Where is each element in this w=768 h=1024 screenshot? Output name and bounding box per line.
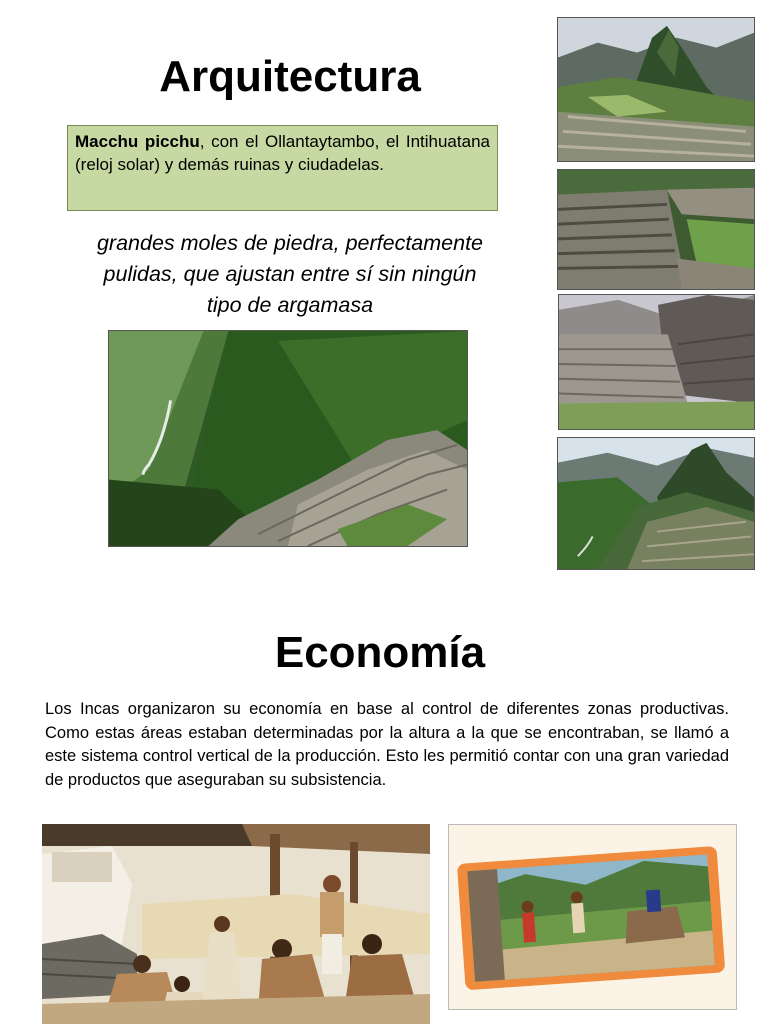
caption-line: tipo de argamasa [206,293,374,317]
caption-line: grandes moles de piedra, perfectamente [96,231,484,255]
macchu-picchu-label: Macchu picchu [75,132,200,151]
mountain-citadel-photo [557,437,755,570]
caption-line: pulidas, que ajustan entre sí sin ningún [103,262,477,286]
macchu-picchu-text: , con el Ollantaytambo, el Intihuatana (reloj solar) y demás ruinas y ciudadelas. [75,132,490,174]
inca-travellers-card [448,824,737,1010]
machu-picchu-photo [557,17,755,162]
terraces-photo [557,169,755,290]
section-title-economia: Economía [274,628,486,677]
stone-walls-photo [558,294,755,430]
macchu-picchu-box [67,125,498,211]
section-title-arquitectura: Arquitectura [159,52,421,101]
inca-market-painting [42,824,430,1024]
ruins-valley-photo [108,330,468,547]
economy-paragraph: Los Incas organizaron su economía en base al control de diferentes zonas productivas. Como estas áreas estaban determinadas por la altura a la que se encontraban, se llamó a este sistema control vertical de la producción. Esto les permitió contar con una gran variedad de productos que aseguraban su subsistencia. [45,700,729,789]
stone-caption [40,228,540,321]
